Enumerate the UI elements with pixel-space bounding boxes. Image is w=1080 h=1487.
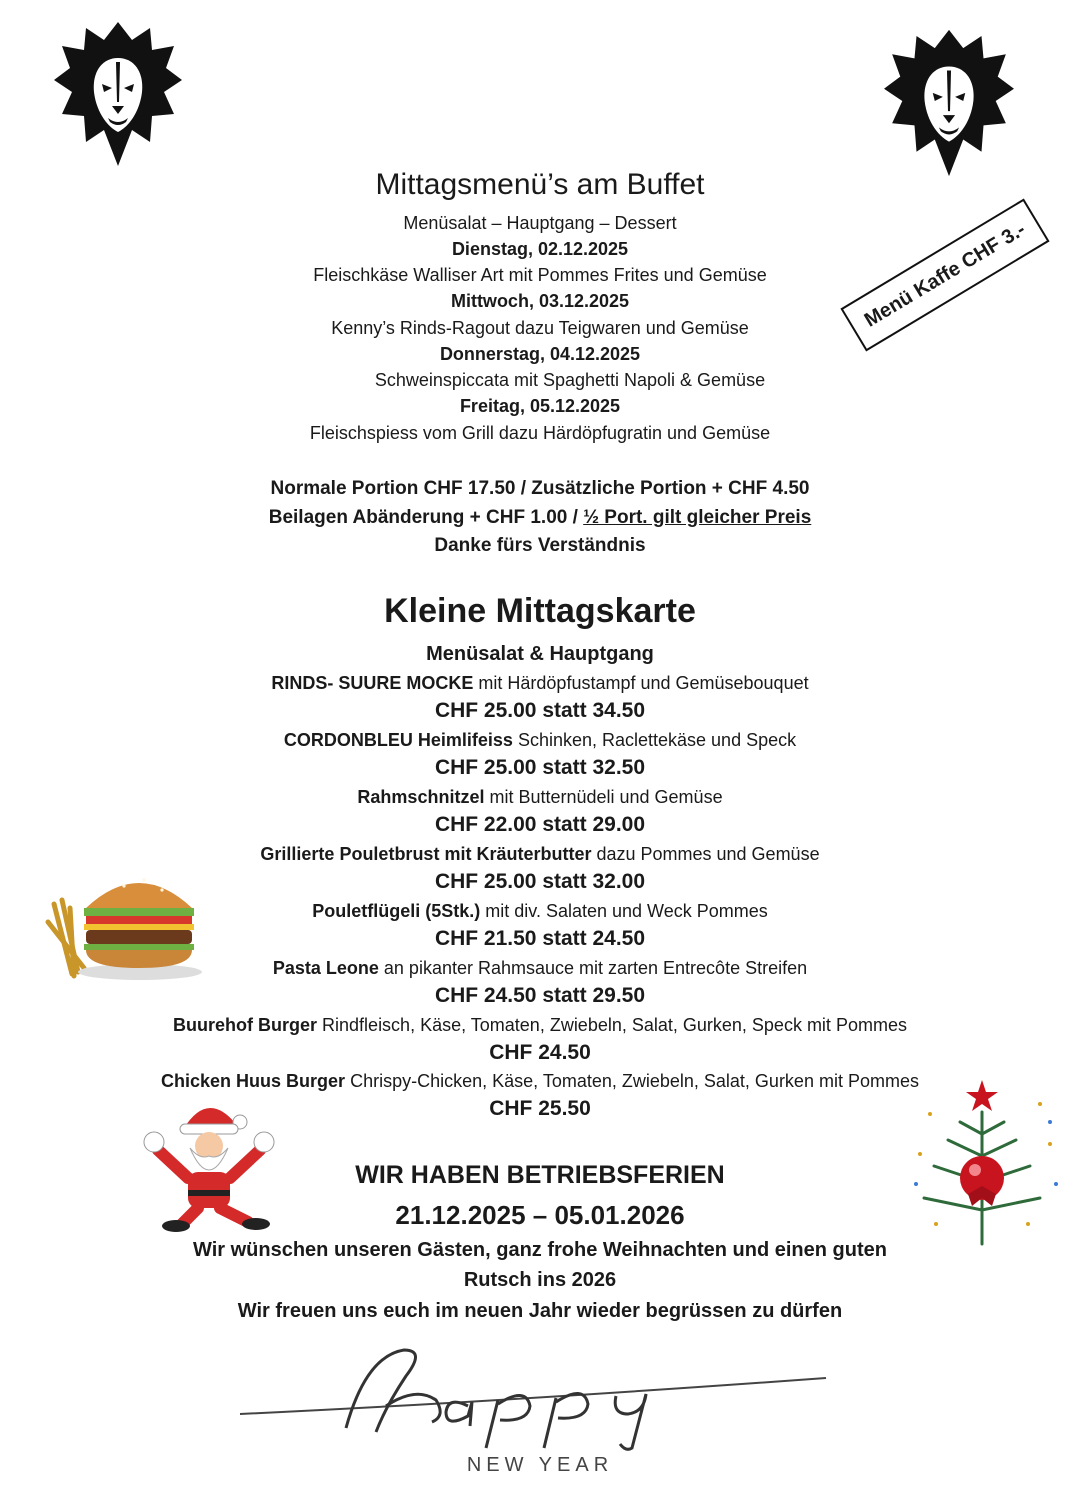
- happy-script-text: happy: [366, 1448, 369, 1449]
- menu-item: [0, 787, 1080, 808]
- menu-item-name: Chicken Huus Burger: [161, 1071, 346, 1091]
- christmas-tree-icon: [900, 1074, 1070, 1254]
- menu-item-price: CHF 24.50 statt 29.50: [434, 984, 646, 1007]
- day-label: Freitag, 05.12.2025: [459, 396, 621, 416]
- menu-item-price: CHF 25.00 statt 32.00: [434, 870, 646, 893]
- menu-item-desc: Chrispy-Chicken, Käse, Tomaten, Zwiebeln, Salat, Gurken mit Pommes: [345, 1071, 919, 1091]
- menu-item-name: RINDS- SUURE MOCKE: [271, 673, 474, 693]
- new-year-tagline: NEW YEAR: [466, 1454, 614, 1476]
- day-dish: Fleischkäse Walliser Art mit Pommes Frites und Gemüse: [313, 265, 767, 285]
- pricing-thanks: Danke fürs Verständnis: [434, 535, 646, 556]
- menu-item-desc: mit div. Salaten und Weck Pommes: [480, 901, 768, 921]
- holiday-title: WIR HABEN BETRIEBSFERIEN: [355, 1161, 725, 1189]
- menu-item-name: Pasta Leone: [272, 958, 379, 978]
- pricing-text-underlined: ½ Port. gilt gleicher Preis: [583, 507, 812, 528]
- buffet-subtitle: Menüsalat – Hauptgang – Dessert: [403, 213, 677, 233]
- menu-item-price: CHF 21.50 statt 24.50: [434, 927, 646, 950]
- menu-item-price: CHF 25.00 statt 32.50: [434, 756, 646, 779]
- day-dish: Fleischspiess vom Grill dazu Härdöpfugratin und Gemüse: [309, 423, 771, 443]
- day-dish: Kenny’s Rinds-Ragout dazu Teigwaren und Gemüse: [331, 318, 749, 338]
- section-subtitle: Menüsalat & Hauptgang: [426, 643, 654, 665]
- lion-icon: [52, 18, 184, 170]
- menu-item-desc: Rindfleisch, Käse, Tomaten, Zwiebeln, Salat, Gurken, Speck mit Pommes: [317, 1015, 907, 1035]
- holiday-dates: 21.12.2025 – 05.01.2026: [395, 1200, 685, 1230]
- burger-icon: [44, 864, 204, 984]
- santa-icon: [138, 1094, 280, 1234]
- menu-item: [0, 730, 1080, 751]
- coffee-price-stamp: Menü Kaffe CHF 3.-: [840, 198, 1049, 351]
- menu-item-desc: mit Härdöpfustampf und Gemüsebouquet: [473, 673, 809, 693]
- menu-item-name: Pouletflügeli (5Stk.): [312, 901, 481, 921]
- holiday-wish: Wir freuen uns euch im neuen Jahr wieder begrüssen zu dürfen: [237, 1300, 843, 1322]
- menu-item-desc: Schinken, Raclettekäse und Speck: [512, 730, 797, 750]
- menu-item-price: CHF 24.50: [489, 1041, 591, 1064]
- pricing-line: [0, 507, 1080, 529]
- section-title: Kleine Mittagskarte: [384, 592, 696, 630]
- menu-item-price: CHF 25.50: [489, 1097, 591, 1120]
- menu-item-price: CHF 22.00 statt 29.00: [434, 813, 646, 836]
- day-label: Donnerstag, 04.12.2025: [439, 344, 641, 364]
- happy-script: [236, 1336, 836, 1452]
- day-label: Dienstag, 02.12.2025: [451, 239, 629, 259]
- menu-item-name: Grillierte Pouletbrust mit Kräuterbutter: [260, 844, 592, 864]
- holiday-wish: Rutsch ins 2026: [463, 1269, 617, 1291]
- menu-item-name: CORDONBLEU Heimlifeiss: [283, 730, 513, 750]
- holiday-wish: Wir wünschen unseren Gästen, ganz frohe Weihnachten und einen guten: [193, 1239, 887, 1261]
- menu-item-desc: an pikanter Rahmsauce mit zarten Entrecôte Streifen: [378, 958, 808, 978]
- menu-item-price: CHF 25.00 statt 34.50: [434, 699, 646, 722]
- day-label: Mittwoch, 03.12.2025: [450, 291, 630, 311]
- lion-icon: [882, 24, 1016, 182]
- menu-item-desc: mit Butternüdeli und Gemüse: [484, 787, 723, 807]
- menu-item-name: Rahmschnitzel: [357, 787, 485, 807]
- page-title: Mittagsmenü’s am Buffet: [375, 168, 705, 201]
- day-dish: Schweinspiccata mit Spaghetti Napoli & Gemüse: [374, 370, 766, 390]
- menu-item: [0, 844, 1080, 865]
- pricing-text: Beilagen Abänderung + CHF 1.00 /: [268, 507, 584, 528]
- pricing-line: Normale Portion CHF 17.50 / Zusätzliche Portion + CHF 4.50: [270, 478, 810, 499]
- menu-item: [0, 1015, 1080, 1036]
- menu-item-desc: dazu Pommes und Gemüse: [591, 844, 820, 864]
- menu-item-name: Buurehof Burger: [173, 1015, 318, 1035]
- menu-item: [0, 673, 1080, 694]
